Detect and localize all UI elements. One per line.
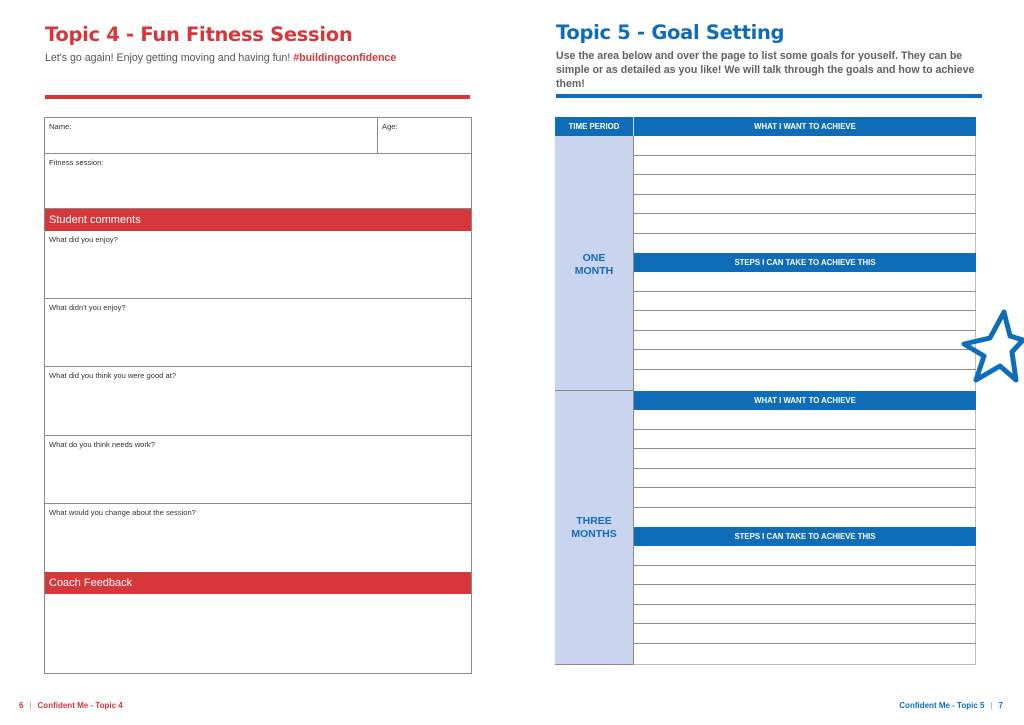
period-one-month xyxy=(555,136,634,391)
footer-separator: | xyxy=(29,701,32,710)
goal-line[interactable] xyxy=(634,469,976,489)
right-page-intro: Use the area below and over the page to list some goals for youself. They can be simple or as detailed as you like! We will talk through the goals and how to achieve them! xyxy=(556,50,975,90)
title-divider xyxy=(45,95,470,99)
period-label-line2: MONTH xyxy=(574,265,614,277)
fitness-session-field[interactable] xyxy=(45,154,471,209)
name-age-row xyxy=(45,118,471,154)
title-divider xyxy=(556,94,982,98)
goal-line[interactable] xyxy=(634,410,976,430)
step-line[interactable] xyxy=(634,272,976,292)
fitness-session-label: Fitness session: xyxy=(49,158,104,167)
step-line[interactable] xyxy=(634,624,976,644)
question-enjoy-field[interactable] xyxy=(45,231,471,299)
goal-line[interactable] xyxy=(634,136,976,156)
question-good-at-field[interactable] xyxy=(45,367,471,436)
col-what-i-want: WHAT I WANT TO ACHIEVE xyxy=(754,122,856,131)
step-line[interactable] xyxy=(634,370,976,391)
fitness-session-form xyxy=(44,117,472,674)
question-needs-work-field[interactable] xyxy=(45,436,471,504)
question-change-field[interactable] xyxy=(45,504,471,572)
question-label: What did you enjoy? xyxy=(49,235,118,244)
coach-feedback-heading: Coach Feedback xyxy=(45,572,471,594)
left-page-title: Topic 4 - Fun Fitness Session xyxy=(45,23,353,46)
name-field[interactable] xyxy=(45,118,377,153)
goal-line[interactable] xyxy=(634,234,976,254)
right-page-title: Topic 5 - Goal Setting xyxy=(556,21,785,44)
step-line[interactable] xyxy=(634,311,976,331)
age-field-label: Age: xyxy=(382,122,398,131)
steps-heading: STEPS I CAN TAKE TO ACHIEVE THIS xyxy=(634,527,976,546)
left-page-footer xyxy=(19,701,123,710)
steps-heading: STEPS I CAN TAKE TO ACHIEVE THIS xyxy=(634,253,976,272)
step-line[interactable] xyxy=(634,585,976,605)
question-label: What do you think needs work? xyxy=(49,440,155,449)
question-label: What did you think you were good at? xyxy=(49,371,177,380)
goal-line[interactable] xyxy=(634,488,976,508)
name-field-label: Name: xyxy=(49,122,72,131)
right-page-footer xyxy=(899,701,1003,710)
star-outline-icon xyxy=(960,308,1024,386)
age-field[interactable] xyxy=(377,118,471,153)
period-label-line2: MONTHS xyxy=(571,528,617,540)
three-months-section xyxy=(634,391,976,665)
step-line[interactable] xyxy=(634,331,976,351)
goal-line[interactable] xyxy=(634,508,976,528)
subtitle-text: Let's go again! Enjoy getting moving and having fun! xyxy=(45,52,291,64)
hashtag: #buildingconfidence xyxy=(293,52,397,64)
goal-line[interactable] xyxy=(634,430,976,450)
goal-line[interactable] xyxy=(634,175,976,195)
footer-label: Confident Me - Topic 4 xyxy=(37,701,123,710)
goal-line[interactable] xyxy=(634,195,976,215)
period-three-months xyxy=(555,391,634,665)
question-label: What didn't you enjoy? xyxy=(49,303,126,312)
question-not-enjoy-field[interactable] xyxy=(45,299,471,367)
coach-feedback-field[interactable] xyxy=(45,594,471,673)
period-label xyxy=(555,252,633,278)
step-line[interactable] xyxy=(634,292,976,312)
period-label-line1: THREE xyxy=(576,515,612,527)
period-label xyxy=(555,515,633,541)
footer-label: Confident Me - Topic 5 xyxy=(899,701,985,710)
left-page-subtitle xyxy=(45,51,396,65)
page-number: 6 xyxy=(19,701,24,710)
student-comments-heading: Student comments xyxy=(45,209,471,231)
step-line[interactable] xyxy=(634,566,976,586)
question-label: What would you change about the session? xyxy=(49,508,196,517)
goal-line[interactable] xyxy=(634,156,976,176)
what-heading: WHAT I WANT TO ACHIEVE xyxy=(634,391,976,410)
step-line[interactable] xyxy=(634,605,976,625)
step-line[interactable] xyxy=(634,350,976,370)
goal-line[interactable] xyxy=(634,449,976,469)
period-label-line1: ONE xyxy=(582,252,606,264)
one-month-section xyxy=(634,136,976,391)
step-line[interactable] xyxy=(634,546,976,566)
footer-separator: | xyxy=(990,701,993,710)
goal-line[interactable] xyxy=(634,214,976,234)
page-number: 7 xyxy=(998,701,1003,710)
col-time-period: TIME PERIOD xyxy=(555,117,634,136)
table-header xyxy=(555,117,976,136)
step-line[interactable] xyxy=(634,644,976,665)
right-page xyxy=(512,0,1024,725)
